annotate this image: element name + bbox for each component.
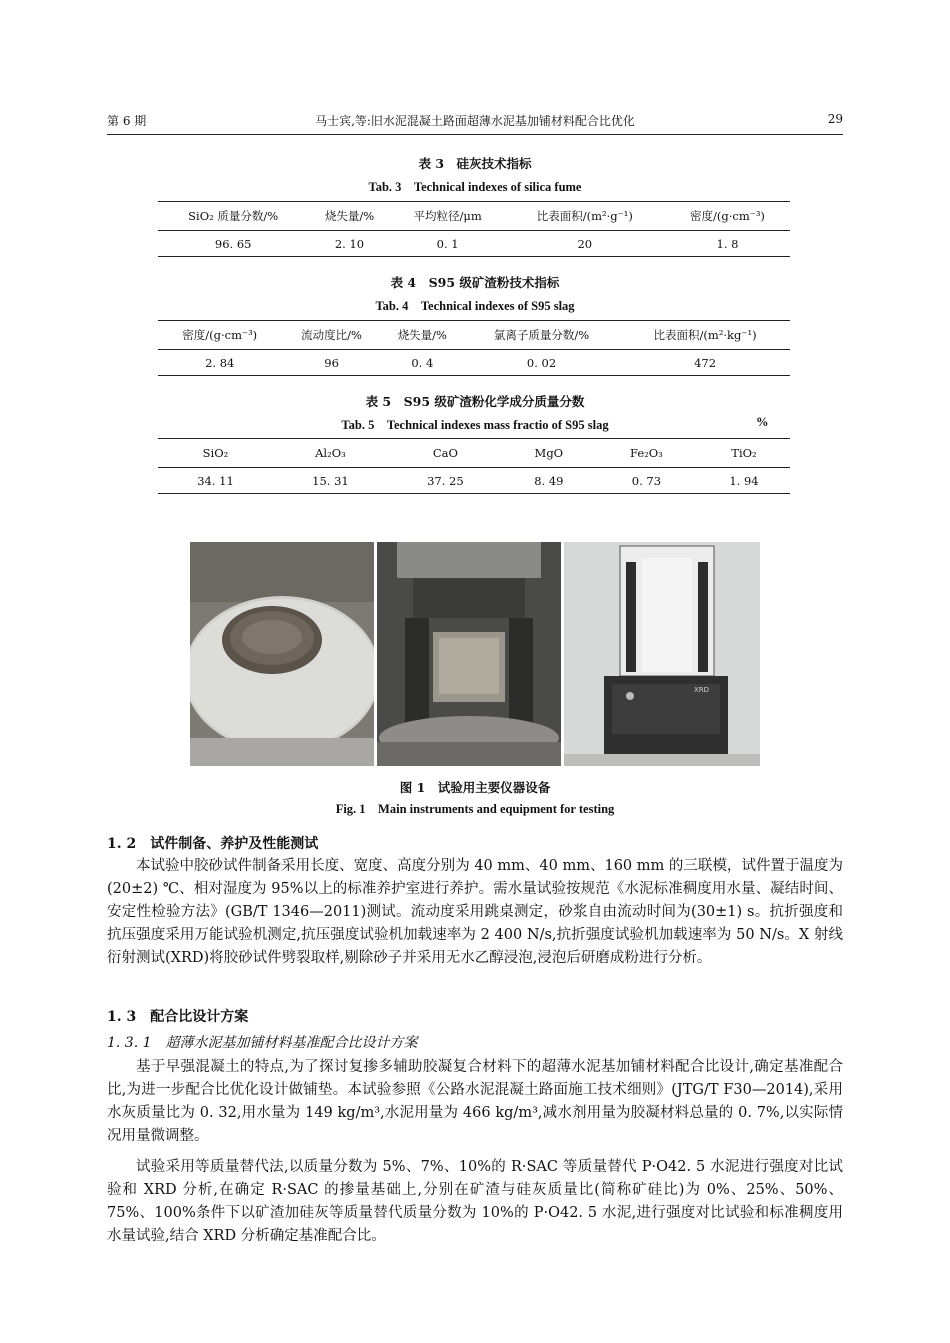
table5-header: Fe₂O₃ <box>595 439 698 468</box>
table4-header: 流动度比/% <box>281 321 381 350</box>
table4 <box>158 320 790 376</box>
figure1-caption-zh: 图 1 试验用主要仪器设备 <box>399 780 551 795</box>
figure1-caption-en: Fig. 1 Main instruments and equipment for testing <box>335 802 615 816</box>
table4-caption-en: Tab. 4 Technical indexes of S95 slag <box>375 299 575 313</box>
table3-cell: 96. 65 <box>158 231 308 257</box>
testing-machine-image <box>377 542 561 766</box>
header-rule <box>107 134 843 135</box>
section-1-2-heading: 1. 2 试件制备、养护及性能测试 <box>107 836 319 852</box>
table5-caption-en: Tab. 5 Technical indexes mass fractio of S95 slag <box>341 418 609 432</box>
flow-table-image <box>190 542 374 766</box>
photo-xrd-machine <box>564 542 760 766</box>
section-1-3-1-paragraph-2: 试验采用等质量替代法,以质量分数为 5%、7%、10%的 R·SAC 等质量替代 P·O42. 5 水泥进行强度对比试验和 XRD 分析,在确定 R·SAC 的掺量基础上,分别在矿渣与硅灰质量比(简称矿硅比)为 0%、25%、50%、75%、100%条件下以矿渣加硅灰等质量替代质量分数为 10%的 P·O42. 5 水泥,进行强度对比试验和标准稠度用水量试验,结合 XRD 分析确定基准配合比。 <box>107 1159 843 1244</box>
section-1-3-1-heading-text: 1. 3. 1 超薄水泥基加铺材料基准配合比设计方案 <box>107 1035 418 1051</box>
table4-cell: 472 <box>620 350 790 376</box>
table5-header: CaO <box>388 439 503 468</box>
section-1-3-1-body-2 <box>107 1156 843 1248</box>
xrd-machine-image <box>564 542 760 766</box>
table3-header: SiO₂ 质量分数/% <box>158 202 308 231</box>
table4-header: 密度/(g·cm⁻³) <box>158 321 281 350</box>
table4-cell: 96 <box>281 350 381 376</box>
section-1-3-heading: 1. 3 配合比设计方案 <box>107 1009 249 1025</box>
table3 <box>158 201 790 257</box>
xrd-machine-label: XRD <box>694 686 710 694</box>
table5-cell: 0. 73 <box>595 468 698 494</box>
table4-cell: 0. 02 <box>463 350 620 376</box>
table3-header: 平均粒径/μm <box>391 202 505 231</box>
table5-cell: 1. 94 <box>698 468 790 494</box>
section-1-3-1-body-1 <box>107 1056 843 1148</box>
header-title: 马士宾,等:旧水泥混凝土路面超薄水泥基加铺材料配合比优化 <box>315 114 635 128</box>
table3-header: 烧失量/% <box>308 202 390 231</box>
section-1-2-paragraph: 本试验中胶砂试件制备采用长度、宽度、高度分别为 40 mm、40 mm、160 mm 的三联模，试件置于温度为(20±2) ℃、相对湿度为 95%以上的标准养护室进行养护。需水量试验按规范《水泥标准稠度用水量、凝结时间、安定性检验方法》(GB/T 1346—2011)测试。流动度采用跳桌测定，砂浆自由流动时间为(30±1) s。抗折强度和抗压强度采用万能试验机测定,抗压强度试验机加载速率为 2 400 N/s,抗折强度试验机加载速率为 50 N/s。X 射线衍射测试(XRD)将胶砂试件劈裂取样,剔除砂子并采用无水乙醇浸泡,浸泡后研磨成粉进行分析。 <box>107 858 843 966</box>
table5 <box>158 438 790 494</box>
table3-header: 密度/(g·cm⁻³) <box>665 202 790 231</box>
photo-flow-table <box>190 542 374 766</box>
table5-cell: 8. 49 <box>503 468 595 494</box>
section-1-3-1-paragraph-1: 基于早强混凝土的特点,为了探讨复掺多辅助胶凝复合材料下的超薄水泥基加铺材料配合比设计,确定基准配合比,为进一步配合比优化设计做铺垫。本试验参照《公路水泥混凝土路面施工技术细则》(JTG/T F30—2014),采用水灰质量比为 0. 32,用水量为 149 kg/m³,水泥用量为 466 kg/m³,减水剂用量为胶凝材料总量的 0. 7%,以实际情况用量微调整。 <box>107 1059 843 1144</box>
table4-caption-zh: 表 4 S95 级矿渣粉技术指标 <box>390 275 560 290</box>
table5-unit: % <box>756 415 769 429</box>
table5-cell: 34. 11 <box>158 468 273 494</box>
table3-caption-zh: 表 3 硅灰技术指标 <box>418 156 532 171</box>
section-1-3-1-heading <box>107 1032 418 1052</box>
header-page-number: 29 <box>827 112 843 126</box>
table5-caption-zh: 表 5 S95 级矿渣粉化学成分质量分数 <box>365 394 585 409</box>
table3-cell: 2. 10 <box>308 231 390 257</box>
table5-header: TiO₂ <box>698 439 790 468</box>
table3-cell: 0. 1 <box>391 231 505 257</box>
section-1-2-body <box>107 855 843 993</box>
table3-cell: 20 <box>505 231 665 257</box>
table3-caption-en: Tab. 3 Technical indexes of silica fume <box>368 180 582 194</box>
table3-header: 比表面积/(m²·g⁻¹) <box>505 202 665 231</box>
table4-header: 比表面积/(m²·kg⁻¹) <box>620 321 790 350</box>
header-issue: 第 6 期 <box>107 114 147 128</box>
table4-cell: 2. 84 <box>158 350 281 376</box>
table4-header: 烧失量/% <box>382 321 463 350</box>
table5-header: Al₂O₃ <box>273 439 388 468</box>
table3-cell: 1. 8 <box>665 231 790 257</box>
table4-header: 氯离子质量分数/% <box>463 321 620 350</box>
table4-cell: 0. 4 <box>382 350 463 376</box>
table5-header: MgO <box>503 439 595 468</box>
photo-testing-machine <box>377 542 561 766</box>
table5-cell: 37. 25 <box>388 468 503 494</box>
table5-cell: 15. 31 <box>273 468 388 494</box>
table5-header: SiO₂ <box>158 439 273 468</box>
